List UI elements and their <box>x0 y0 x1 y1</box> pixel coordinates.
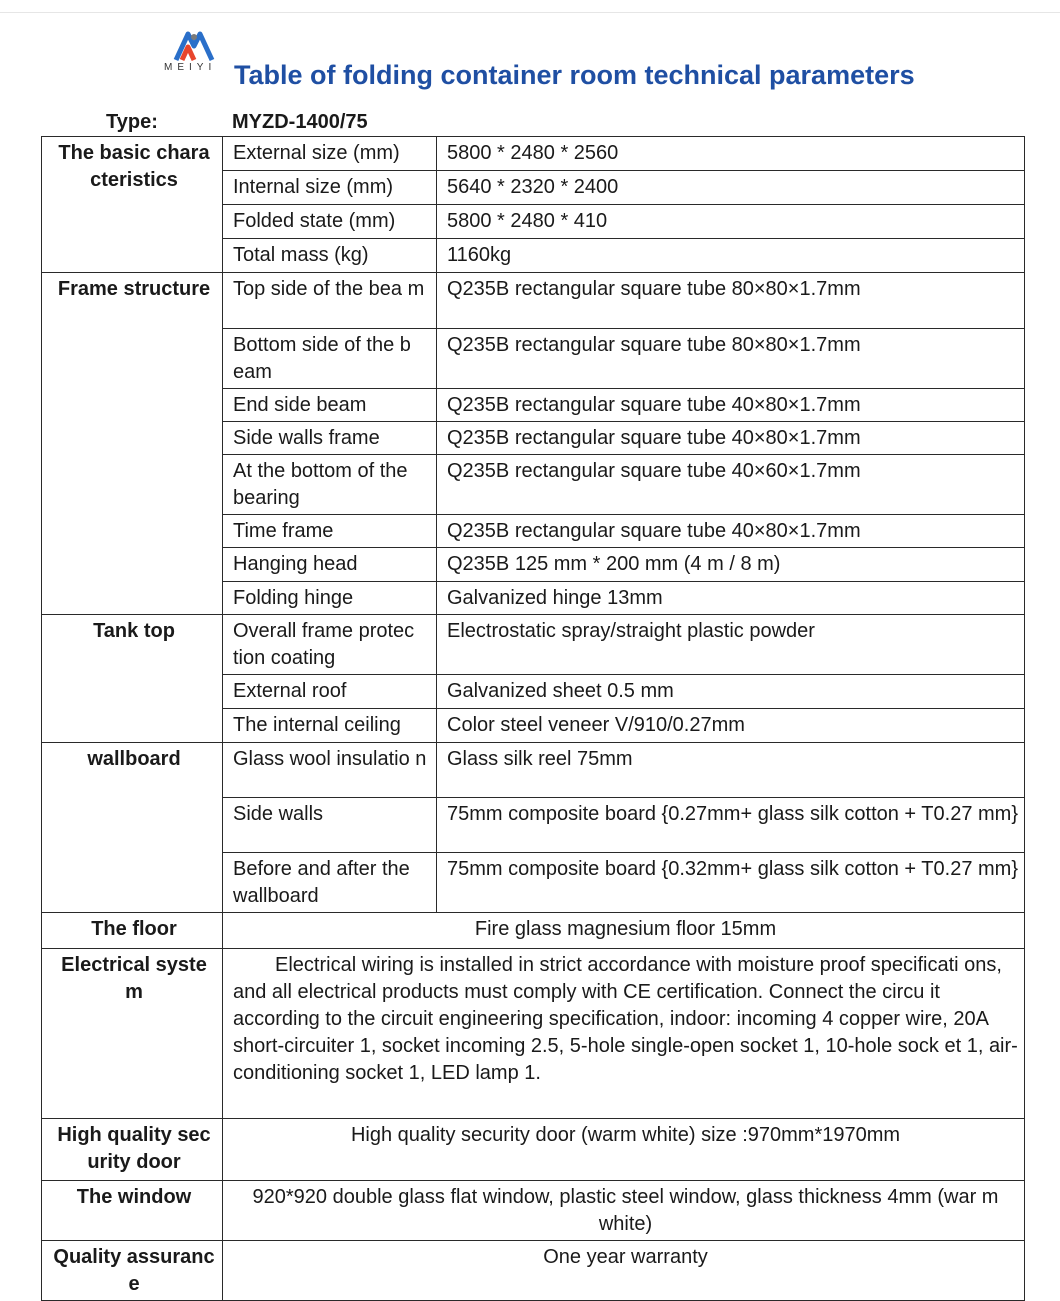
category-cell: The floor <box>42 913 223 949</box>
param-cell: Bottom side of the b eam <box>223 329 437 389</box>
brand-logo <box>162 30 232 78</box>
category-cell: wallboard <box>42 743 223 913</box>
param-cell: External roof <box>223 675 437 709</box>
param-cell: Overall frame protec tion coating <box>223 615 437 675</box>
value-cell: 75mm composite board {0.27mm+ glass silk cotton + T0.27 mm} <box>437 798 1025 853</box>
value-cell: Q235B rectangular square tube 40×80×1.7mm <box>437 389 1025 422</box>
param-cell: Side walls frame <box>223 422 437 455</box>
table-row <box>42 1241 1025 1301</box>
category-cell: The basic chara cteristics <box>42 137 223 273</box>
type-value: MYZD-1400/75 <box>232 111 368 133</box>
page-title: Table of folding container room technical parameters <box>234 60 915 90</box>
table-row <box>42 273 1025 329</box>
value-cell: Q235B rectangular square tube 40×80×1.7mm <box>437 422 1025 455</box>
value-cell: Fire glass magnesium floor 15mm <box>223 913 1025 949</box>
value-cell: Electrostatic spray/straight plastic powder <box>437 615 1025 675</box>
value-cell: 1160kg <box>437 239 1025 273</box>
param-cell: Total mass (kg) <box>223 239 437 273</box>
category-cell: Tank top <box>42 615 223 743</box>
value-cell: 5800 * 2480 * 410 <box>437 205 1025 239</box>
category-cell: Quality assuranc e <box>42 1241 223 1301</box>
value-cell: Electrical wiring is installed in strict accordance with moisture proof specificati ons, and all electrical products must comply with CE certification. Connect the circu it according to the circuit engineering specification, indoor: incoming 4 copper wire, 20A short-circuiter 1, socket incoming 2.5, 5-hole single-open socket 1, 10-hole sock et 1, air-conditioning socket 1, LED lamp 1. <box>223 949 1025 1119</box>
value-cell: Glass silk reel 75mm <box>437 743 1025 798</box>
table-row <box>42 1119 1025 1181</box>
value-cell: Color steel veneer V/910/0.27mm <box>437 709 1025 743</box>
table-row <box>42 615 1025 675</box>
value-cell: Q235B rectangular square tube 40×60×1.7mm <box>437 455 1025 515</box>
param-cell: Folded state (mm) <box>223 205 437 239</box>
table-row <box>42 1181 1025 1241</box>
param-cell: At the bottom of the bearing <box>223 455 437 515</box>
category-cell: The window <box>42 1181 223 1241</box>
category-cell: Electrical syste m <box>42 949 223 1119</box>
value-cell: Q235B rectangular square tube 40×80×1.7mm <box>437 515 1025 548</box>
type-label: Type: <box>106 111 158 133</box>
param-cell: External size (mm) <box>223 137 437 171</box>
value-cell: Q235B 125 mm * 200 mm (4 m / 8 m) <box>437 548 1025 582</box>
table-row <box>42 949 1025 1119</box>
value-cell: Galvanized sheet 0.5 mm <box>437 675 1025 709</box>
param-cell: Top side of the bea m <box>223 273 437 329</box>
param-cell: Side walls <box>223 798 437 853</box>
param-cell: Internal size (mm) <box>223 171 437 205</box>
param-cell: Folding hinge <box>223 582 437 615</box>
value-cell: Q235B rectangular square tube 80×80×1.7mm <box>437 273 1025 329</box>
param-cell: Before and after the wallboard <box>223 853 437 913</box>
meiyi-logo-icon <box>172 30 216 62</box>
value-cell: 5640 * 2320 * 2400 <box>437 171 1025 205</box>
top-divider <box>0 12 1060 13</box>
param-cell: The internal ceiling <box>223 709 437 743</box>
category-cell: Frame structure <box>42 273 223 615</box>
value-cell: Galvanized hinge 13mm <box>437 582 1025 615</box>
value-cell: 5800 * 2480 * 2560 <box>437 137 1025 171</box>
table-row <box>42 743 1025 798</box>
value-cell: 75mm composite board {0.32mm+ glass silk cotton + T0.27 mm} <box>437 853 1025 913</box>
param-cell: Hanging head <box>223 548 437 582</box>
spec-table <box>41 136 1025 1301</box>
value-cell: 920*920 double glass flat window, plastic steel window, glass thickness 4mm (war m white) <box>223 1181 1025 1241</box>
brand-name: MEIYI <box>164 62 217 73</box>
value-cell: One year warranty <box>223 1241 1025 1301</box>
category-cell: High quality sec urity door <box>42 1119 223 1181</box>
param-cell: Time frame <box>223 515 437 548</box>
param-cell: Glass wool insulatio n <box>223 743 437 798</box>
value-cell: High quality security door (warm white) size :970mm*1970mm <box>223 1119 1025 1181</box>
param-cell: End side beam <box>223 389 437 422</box>
table-row <box>42 913 1025 949</box>
table-row <box>42 137 1025 171</box>
value-cell: Q235B rectangular square tube 80×80×1.7mm <box>437 329 1025 389</box>
